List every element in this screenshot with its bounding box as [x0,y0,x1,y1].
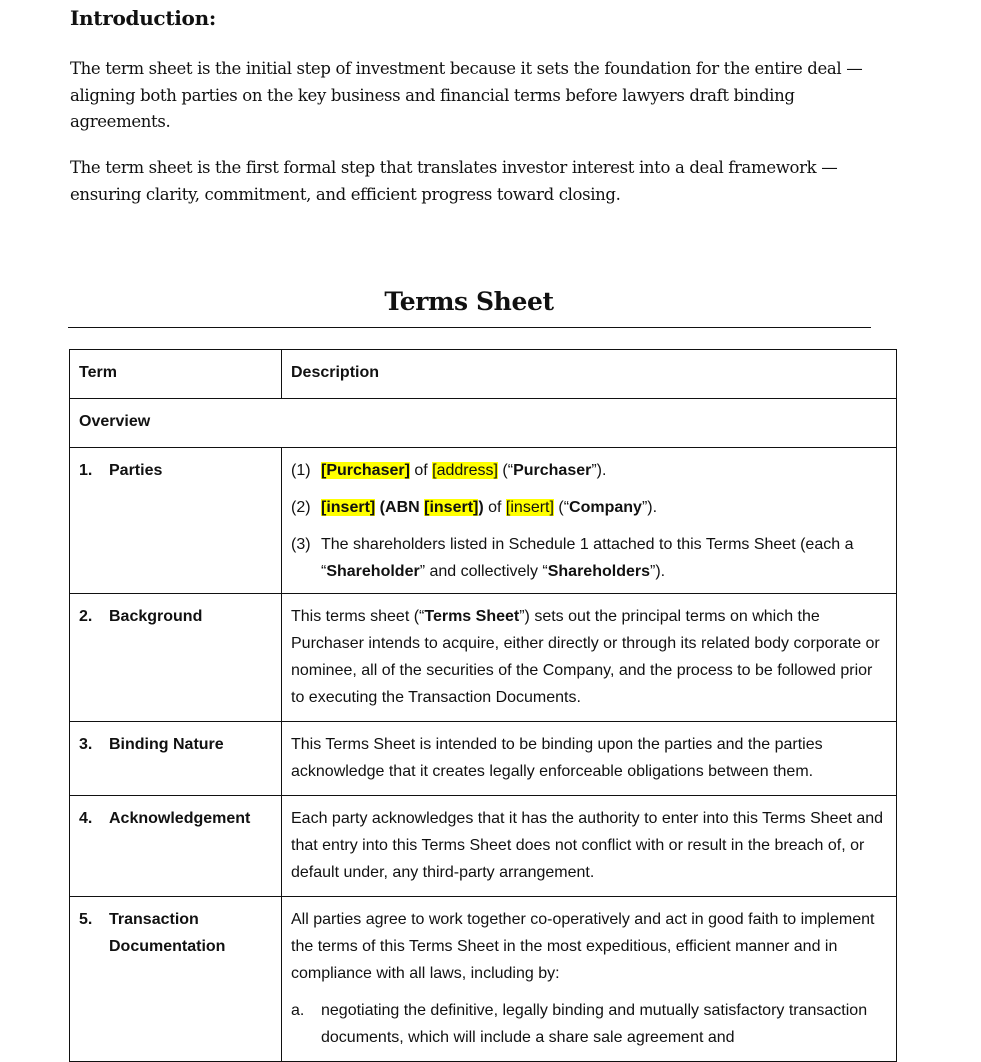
description-text: This Terms Sheet is intended to be binding upon the parties and the parties acknowledge that it creates legally enforceable obligations between them. [291,736,823,780]
party-text: ”). [591,462,607,479]
term-label: Acknowledgement [109,810,251,827]
term-number: 4. [79,810,93,827]
term-label: Background [109,608,203,625]
defined-term: Shareholder [326,563,420,580]
table-row [70,722,897,796]
description-cell [282,897,897,1062]
description-text [291,603,887,711]
party-item [291,531,887,585]
header-term [70,350,282,399]
term-label: Transaction Documentation [109,911,226,955]
party-number: (3) [291,536,311,553]
term-cell [70,897,282,1062]
party-text: ”). [650,563,666,580]
term-label: Parties [109,462,163,479]
term-cell [70,722,282,796]
placeholder-field: [insert] [321,499,376,516]
defined-term: Company [569,499,642,516]
sub-item-text: negotiating the definitive, legally binding and mutually satisfactory transaction documents, which will include a share sale agreement and [321,1002,868,1046]
description-fragment: This terms sheet (“ [291,608,425,625]
party-text: (“ [497,462,514,479]
placeholder-field: [address] [432,462,498,479]
table-row [70,594,897,722]
term-cell [70,796,282,897]
header-description [282,350,897,399]
term-cell [70,448,282,594]
description-text: All parties agree to work together co-operatively and act in good faith to implement the terms of this Terms Sheet in the most expeditious, efficient manner and in compliance with all laws, including by: [291,911,875,982]
placeholder-field: [insert] [505,499,554,516]
section-overview [70,399,897,448]
term-cell [70,594,282,722]
description-text: Each party acknowledges that it has the authority to enter into this Terms Sheet and that entry into this Terms Sheet does not conflict with or result in the breach of, or default under, any third-party arrangement. [291,810,884,881]
intro-heading: Introduction: [70,6,216,30]
party-text: of [409,462,433,479]
term-number: 3. [79,736,93,753]
section-overview-label: Overview [79,413,151,430]
description-cell [282,448,897,594]
table-row [70,448,897,594]
party-item [291,457,887,484]
party-text: ” and collectively “ [419,563,548,580]
defined-term: Terms Sheet [424,608,520,625]
intro-paragraph-2: The term sheet is the first formal step that translates investor interest into a deal framework — ensuring clarity, commitment, and efficient progress toward closing. [70,158,838,204]
term-number: 2. [79,608,93,625]
description-cell [282,796,897,897]
terms-sheet-title: Terms Sheet [384,287,554,316]
party-text: of [483,499,506,516]
terms-table [69,349,897,1062]
placeholder-field: [Purchaser] [321,462,410,479]
party-text: (ABN [375,499,425,516]
party-number: (2) [291,499,311,516]
sub-item-letter: a. [291,1002,305,1019]
party-text: ”). [641,499,658,516]
table-row [70,897,897,1062]
header-term-label: Term [79,364,117,381]
party-text: The shareholders listed in Schedule 1 attached to this Terms Sheet (each a “ [321,536,854,580]
defined-term: Shareholders [547,563,650,580]
description-cell [282,722,897,796]
sub-item [291,997,887,1051]
description-cell [282,594,897,722]
party-item [291,494,887,521]
table-header-row [70,350,897,399]
description-fragment: ”) sets out the principal terms on which the Purchaser intends to acquire, either directly or through its related body corporate or nominee, all of the securities of the Company, and the process to be followed prior to executing the Transaction Documents. [291,608,880,706]
section-row-overview [70,399,897,448]
title-divider [68,327,871,328]
term-number: 1. [79,462,93,479]
table-row [70,796,897,897]
header-description-label: Description [291,364,380,381]
placeholder-field: [insert] [424,499,479,516]
party-number: (1) [291,462,311,479]
intro-paragraph-1: The term sheet is the initial step of investment because it sets the foundation for the entire deal — aligning both parties on the key business and financial terms before lawyers draft binding agreements. [70,59,863,131]
party-text: ) [478,499,484,516]
term-number: 5. [79,911,93,928]
party-text: (“ [553,499,570,516]
defined-term: Purchaser [513,462,592,479]
term-label: Binding Nature [109,736,224,753]
